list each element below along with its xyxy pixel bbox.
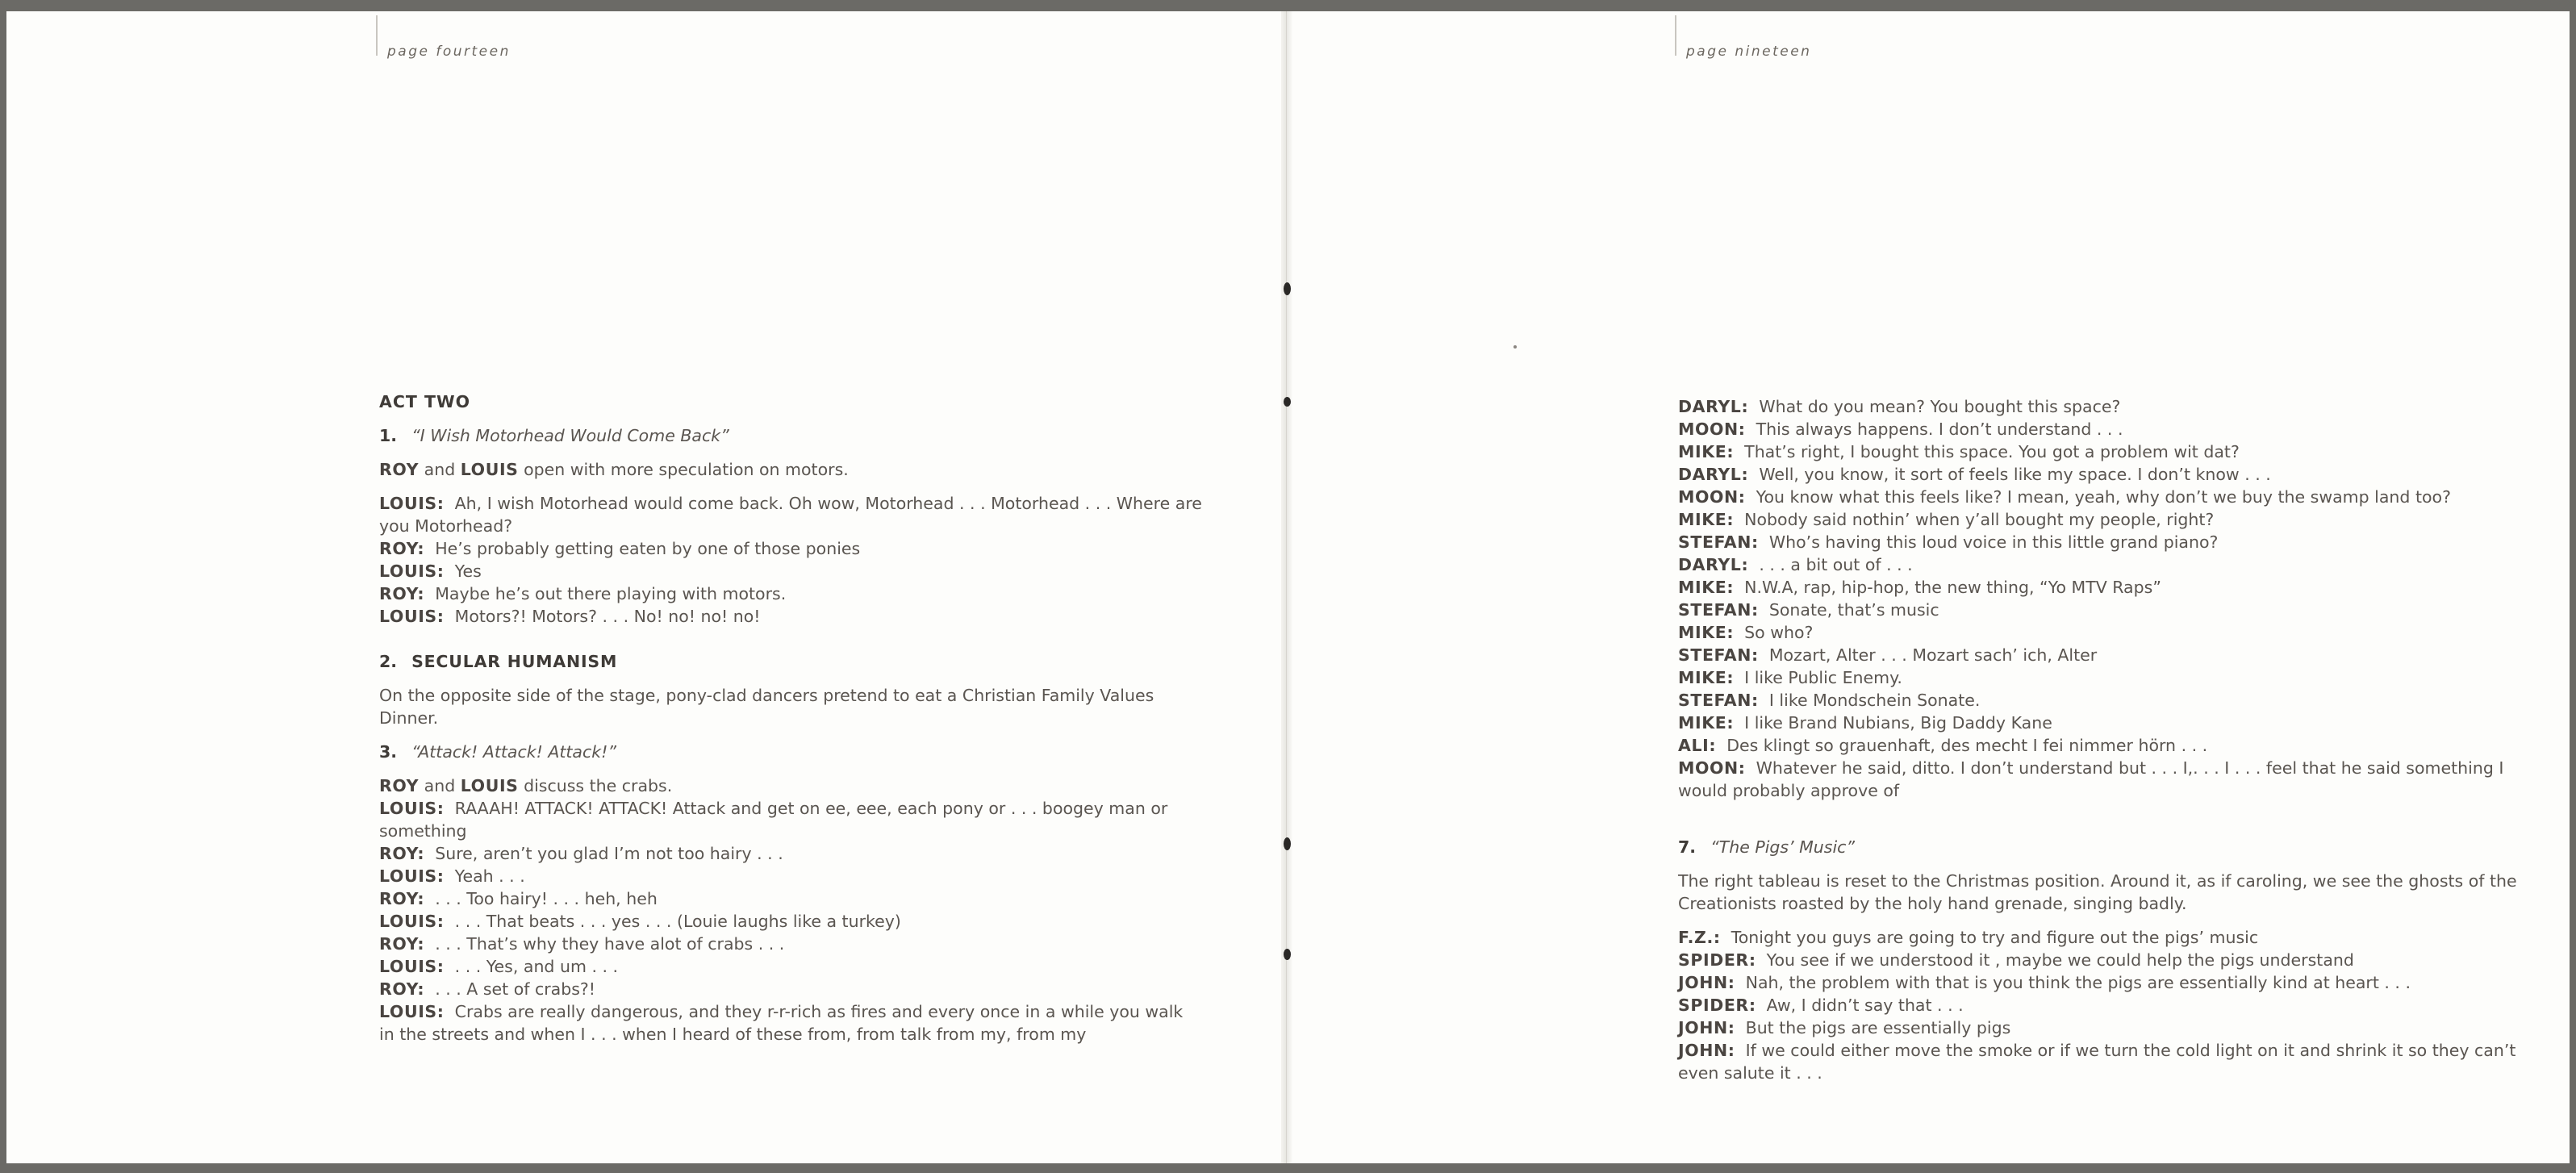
dialogue-text: Crabs are really dangerous, and they r-r-rich as fires and every once in a while you walk in the streets and when I . . . when I heard of these from, from talk from my, from my xyxy=(379,1002,1184,1044)
dialogue-text: If we could either move the smoke or if we turn the cold light on it and shrink it so they can’t even salute it . . . xyxy=(1678,1041,2516,1083)
dialogue-line xyxy=(1678,666,2517,689)
dialogue-text: Sonate, that’s music xyxy=(1768,600,1939,620)
dialogue-block xyxy=(379,492,1202,628)
dialogue-text: You see if we understood it , maybe we could help the pigs understand xyxy=(1766,950,2354,970)
dialogue-text: Sure, aren’t you glad I’m not too hairy . . . xyxy=(435,844,783,863)
dialogue-text: Nobody said nothin’ when y’all bought my people, right? xyxy=(1744,510,2215,529)
dialogue-line xyxy=(1678,395,2517,418)
section-number: 1. xyxy=(379,426,398,445)
dialogue-line xyxy=(1678,486,2517,508)
dialogue-text: But the pigs are essentially pigs xyxy=(1745,1018,2011,1037)
dialogue-line xyxy=(379,797,1202,842)
dialogue-line xyxy=(1678,994,2517,1016)
staple xyxy=(1284,949,1291,960)
dialogue-line xyxy=(1678,644,2517,666)
dialogue-text: Des klingt so grauenhaft, des mecht I fei nimmer hörn . . . xyxy=(1726,736,2208,755)
speaker-name: STEFAN: xyxy=(1678,645,1759,665)
speaker-name: DARYL: xyxy=(1678,397,1749,416)
dialogue-line xyxy=(1678,463,2517,486)
staple xyxy=(1284,837,1291,850)
dialogue-text: N.W.A, rap, hip-hop, the new thing, “Yo MTV Raps” xyxy=(1744,578,2161,597)
speaker-name: MIKE: xyxy=(1678,510,1735,529)
dialogue-text: That’s right, I bought this space. You got a problem wit dat? xyxy=(1744,442,2240,461)
stage-direction: The right tableau is reset to the Christmas position. Around it, as if caroling, we see the ghosts of the Creationists roasted by the holy hand grenade, singing badly. xyxy=(1678,871,2517,913)
speaker-name: LOUIS: xyxy=(379,607,445,626)
dialogue-line xyxy=(1678,757,2517,802)
dialogue-text: What do you mean? You bought this space? xyxy=(1759,397,2121,416)
dialogue-line xyxy=(379,842,1202,865)
speaker-name: ROY xyxy=(379,776,420,795)
dialogue-line xyxy=(1678,689,2517,712)
speaker-name: JOHN: xyxy=(1678,973,1735,992)
speaker-name: MIKE: xyxy=(1678,578,1735,597)
staple xyxy=(1284,397,1291,407)
speaker-name: DARYL: xyxy=(1678,555,1749,574)
speaker-name: ROY xyxy=(379,460,420,479)
dialogue-text: Yeah . . . xyxy=(454,866,525,886)
direction-text: discuss the crabs. xyxy=(518,776,673,795)
act-heading: ACT TWO xyxy=(379,392,471,411)
speaker-name: STEFAN: xyxy=(1678,600,1759,620)
section-heading xyxy=(379,741,1202,763)
dialogue-line xyxy=(1678,440,2517,463)
speaker-name: LOUIS xyxy=(460,460,519,479)
speaker-name: LOUIS xyxy=(460,776,519,795)
dialogue-text: . . . Yes, and um . . . xyxy=(454,957,619,976)
stage-direction xyxy=(379,774,1202,797)
section-heading xyxy=(379,424,1202,447)
dialogue-line xyxy=(1678,1016,2517,1039)
dialogue-text: RAAAH! ATTACK! ATTACK! Attack and get on ee, eee, each pony or . . . boogey man or something xyxy=(379,799,1168,841)
dialogue-line xyxy=(1678,599,2517,621)
dialogue-line xyxy=(379,537,1202,560)
speaker-name: MIKE: xyxy=(1678,623,1735,642)
header-rule xyxy=(1675,15,1676,56)
dialogue-text: I like Mondschein Sonate. xyxy=(1768,691,1981,710)
speaker-name: ROY: xyxy=(379,934,425,954)
direction-text: and xyxy=(419,776,461,795)
dialogue-line xyxy=(1678,621,2517,644)
fold-line xyxy=(1286,11,1287,1163)
staple xyxy=(1284,282,1291,295)
speaker-name: ROY: xyxy=(379,584,425,603)
dialogue-text: Aw, I didn’t say that . . . xyxy=(1766,996,1964,1015)
speaker-name: DARYL: xyxy=(1678,465,1749,484)
left-content xyxy=(379,390,1202,1046)
dialogue-line xyxy=(1678,926,2517,949)
speaker-name: LOUIS: xyxy=(379,799,445,818)
paper-speck xyxy=(1513,345,1517,349)
speaker-name: ROY: xyxy=(379,844,425,863)
center-fold xyxy=(1281,11,1292,1163)
section-heading xyxy=(379,650,1202,673)
section-heading xyxy=(1678,836,2517,858)
dialogue-line xyxy=(1678,418,2517,440)
dialogue-block xyxy=(1678,926,2517,1084)
dialogue-text: . . . a bit out of . . . xyxy=(1759,555,1913,574)
dialogue-line xyxy=(379,605,1202,628)
direction-text: and xyxy=(419,460,461,479)
dialogue-text: . . . A set of crabs?! xyxy=(435,979,596,999)
speaker-name: STEFAN: xyxy=(1678,532,1759,552)
dialogue-text: Nah, the problem with that is you think the pigs are essentially kind at heart . . . xyxy=(1745,973,2411,992)
dialogue-line xyxy=(379,865,1202,887)
speaker-name: MOON: xyxy=(1678,420,1746,439)
section-title: SECULAR HUMANISM xyxy=(411,652,618,671)
page-header: page nineteen xyxy=(1686,44,1812,60)
speaker-name: F.Z.: xyxy=(1678,928,1721,947)
dialogue-line xyxy=(379,582,1202,605)
dialogue-text: This always happens. I don’t understand . . . xyxy=(1756,420,2123,439)
speaker-name: JOHN: xyxy=(1678,1018,1735,1037)
dialogue-line xyxy=(379,887,1202,910)
speaker-name: MIKE: xyxy=(1678,713,1735,733)
dialogue-line xyxy=(1678,949,2517,971)
dialogue-text: Yes xyxy=(454,561,482,581)
dialogue-text: He’s probably getting eaten by one of those ponies xyxy=(435,539,861,558)
dialogue-text: Motors?! Motors? . . . No! no! no! no! xyxy=(454,607,761,626)
dialogue-text: Ah, I wish Motorhead would come back. Oh wow, Motorhead . . . Motorhead . . . Where are you Motorhead? xyxy=(379,494,1202,536)
dialogue-line xyxy=(379,955,1202,978)
speaker-name: MIKE: xyxy=(1678,668,1735,687)
dialogue-text: You know what this feels like? I mean, yeah, why don’t we buy the swamp land too? xyxy=(1756,487,2451,507)
dialogue-line xyxy=(379,560,1202,582)
header-rule xyxy=(376,15,378,56)
dialogue-line xyxy=(1678,553,2517,576)
dialogue-line xyxy=(1678,1039,2517,1084)
dialogue-text: I like Brand Nubians, Big Daddy Kane xyxy=(1744,713,2052,733)
speaker-name: ROY: xyxy=(379,539,425,558)
right-content xyxy=(1678,395,2517,1084)
section-title: “The Pigs’ Music” xyxy=(1710,837,1856,857)
dialogue-line xyxy=(379,492,1202,537)
speaker-name: ROY: xyxy=(379,979,425,999)
dialogue-line xyxy=(379,933,1202,955)
speaker-name: LOUIS: xyxy=(379,494,445,513)
speaker-name: ROY: xyxy=(379,889,425,908)
dialogue-line xyxy=(379,910,1202,933)
dialogue-text: Maybe he’s out there playing with motors. xyxy=(435,584,787,603)
dialogue-text: . . . That’s why they have alot of crabs . . . xyxy=(435,934,785,954)
dialogue-line xyxy=(379,978,1202,1000)
speaker-name: LOUIS: xyxy=(379,957,445,976)
dialogue-line xyxy=(1678,508,2517,531)
speaker-name: SPIDER: xyxy=(1678,996,1756,1015)
speaker-name: ALI: xyxy=(1678,736,1717,755)
section-title: “I Wish Motorhead Would Come Back” xyxy=(411,426,729,445)
speaker-name: MIKE: xyxy=(1678,442,1735,461)
speaker-name: LOUIS: xyxy=(379,1002,445,1021)
speaker-name: MOON: xyxy=(1678,758,1746,778)
dialogue-line xyxy=(1678,531,2517,553)
dialogue-text: . . . That beats . . . yes . . . (Louie laughs like a turkey) xyxy=(454,912,901,931)
dialogue-line xyxy=(1678,734,2517,757)
speaker-name: STEFAN: xyxy=(1678,691,1759,710)
dialogue-text: So who? xyxy=(1744,623,1814,642)
dialogue-block xyxy=(379,797,1202,1046)
dialogue-line xyxy=(1678,576,2517,599)
section-title: “Attack! Attack! Attack!” xyxy=(411,742,616,762)
section-number: 3. xyxy=(379,742,398,762)
dialogue-text: Whatever he said, ditto. I don’t understand but . . . I,. . . I . . . feel that he said something I would probably approve of xyxy=(1678,758,2504,800)
dialogue-text: Mozart, Alter . . . Mozart sach’ ich, Alter xyxy=(1768,645,2098,665)
dialogue-text: Tonight you guys are going to try and figure out the pigs’ music xyxy=(1731,928,2259,947)
section-number: 2. xyxy=(379,652,398,671)
speaker-name: MOON: xyxy=(1678,487,1746,507)
dialogue-line xyxy=(379,1000,1202,1046)
dialogue-text: I like Public Enemy. xyxy=(1744,668,1902,687)
dialogue-text: . . . Too hairy! . . . heh, heh xyxy=(435,889,658,908)
stage-direction xyxy=(379,458,1202,481)
booklet-spread xyxy=(6,11,2570,1163)
dialogue-block xyxy=(1678,395,2517,802)
speaker-name: LOUIS: xyxy=(379,561,445,581)
page-header: page fourteen xyxy=(387,44,511,60)
speaker-name: JOHN: xyxy=(1678,1041,1735,1060)
dialogue-line xyxy=(1678,712,2517,734)
dialogue-line xyxy=(1678,971,2517,994)
dialogue-text: Who’s having this loud voice in this little grand piano? xyxy=(1768,532,2219,552)
section-number: 7. xyxy=(1678,837,1697,857)
stage-direction: On the opposite side of the stage, pony-clad dancers pretend to eat a Christian Family Values Dinner. xyxy=(379,686,1154,728)
dialogue-text: Well, you know, it sort of feels like my space. I don’t know . . . xyxy=(1759,465,2271,484)
speaker-name: SPIDER: xyxy=(1678,950,1756,970)
speaker-name: LOUIS: xyxy=(379,866,445,886)
direction-text: open with more speculation on motors. xyxy=(518,460,849,479)
speaker-name: LOUIS: xyxy=(379,912,445,931)
